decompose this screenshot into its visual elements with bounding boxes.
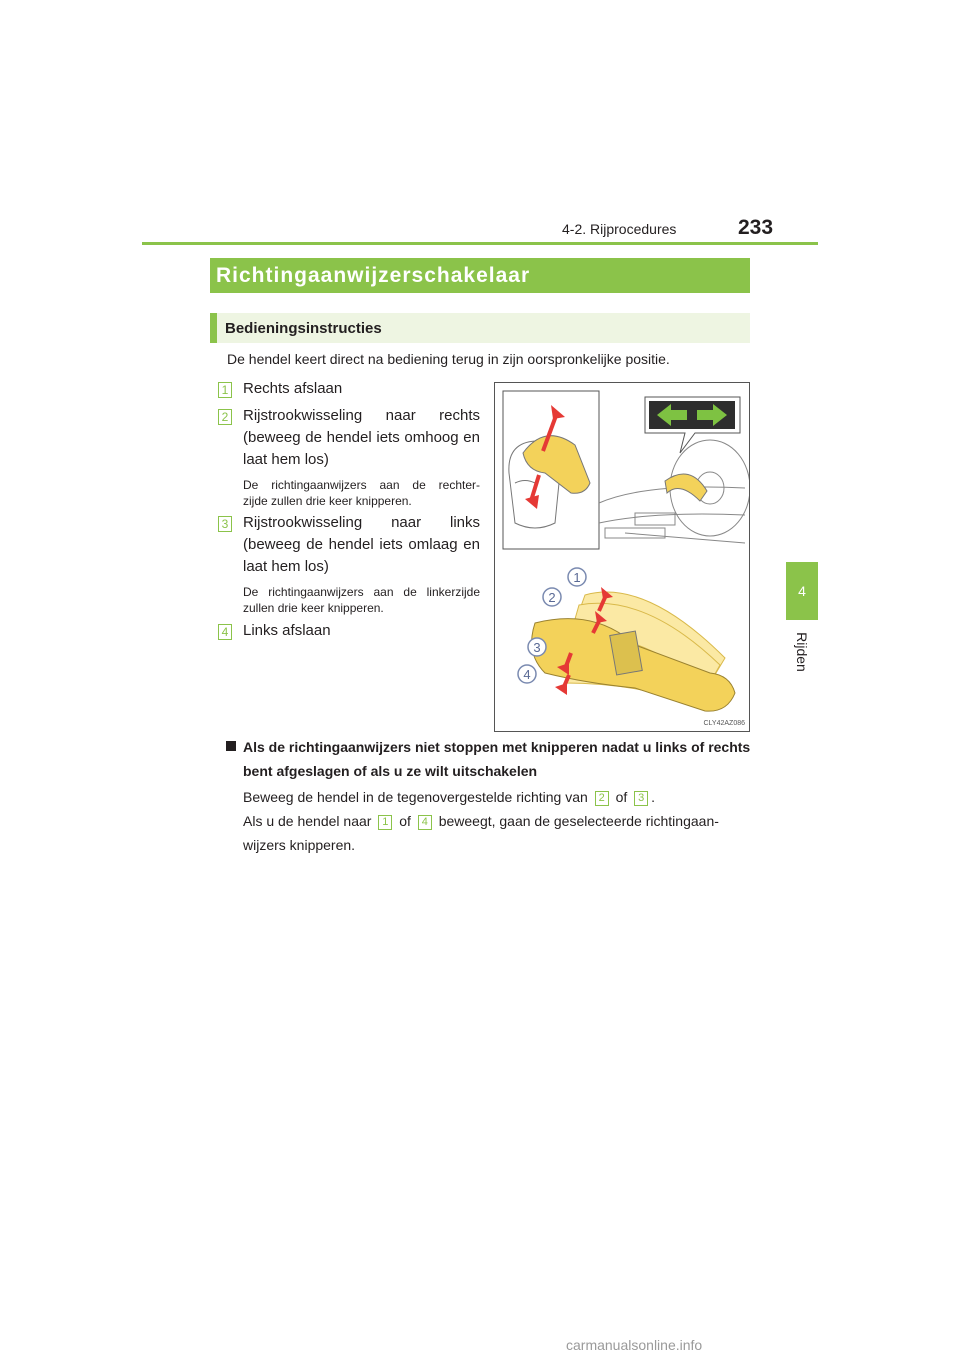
callout-3-label: 3: [533, 640, 541, 655]
inline-number-3: 3: [634, 791, 648, 806]
item-number-4: 4: [218, 624, 232, 640]
item-number-1: 1: [218, 382, 232, 398]
turn-signal-figure: [494, 382, 750, 732]
callout-4-label: 4: [523, 667, 531, 682]
bullet-body: [243, 785, 751, 857]
chapter-number: 4: [798, 583, 806, 599]
inline-number-1: 1: [378, 815, 392, 830]
item-3-line-2: (beweeg de hendel iets omlaag en: [243, 536, 480, 553]
bullet-heading-line-2: bent afgeslagen of als u ze wilt uitschakelen: [243, 763, 538, 779]
inline-number-2: 2: [595, 791, 609, 806]
item-2-note-1: De richtingaanwijzers aan de rechter-: [243, 478, 480, 492]
item-4-text: Links afslaan: [243, 622, 331, 639]
line1-text-a: Beweeg de hendel in de tegenovergestelde richting van: [243, 789, 588, 805]
header-rule: [142, 242, 818, 245]
item-2-line-2: (beweeg de hendel iets omhoog en: [243, 429, 480, 446]
bullet-body-line-2: [243, 809, 751, 833]
bullet-heading-line-1: Als de richtingaanwijzers niet stoppen met knipperen nadat u links of rechts: [243, 739, 751, 755]
lever-highlight-dash: [665, 474, 707, 501]
item-3-line-3: laat hem los): [243, 558, 329, 575]
intro-text: De hendel keert direct na bediening terug in zijn oorspronkelijke positie.: [227, 351, 670, 367]
item-1-text: Rechts afslaan: [243, 380, 343, 397]
line1-text-c: .: [651, 789, 656, 805]
line2-text-a: Als u de hendel naar: [243, 813, 372, 829]
bullet-body-line-1: [243, 785, 751, 809]
line2-text-c: beweegt, gaan de geselecteerde richtingaan-: [438, 813, 719, 829]
bullet-marker: [226, 741, 236, 751]
item-2-line-1: Rijstrookwisseling naar rechts: [243, 407, 480, 424]
line2-text-b: of: [399, 813, 411, 829]
line1-text-b: of: [615, 789, 628, 805]
item-3-line-1: Rijstrookwisseling naar links: [243, 514, 480, 531]
turn-signal-illustration: [495, 383, 749, 731]
callout-1-label: 1: [573, 570, 581, 585]
bullet-heading: [243, 735, 751, 783]
chapter-tab: [786, 562, 818, 620]
item-2-line-3: laat hem los): [243, 451, 329, 468]
inline-number-4: 4: [418, 815, 432, 830]
item-number-3: 3: [218, 516, 232, 532]
subsection-bar: [210, 313, 750, 343]
chapter-label: Rijden: [794, 632, 810, 672]
watermark: carmanualsonline.info: [566, 1337, 703, 1353]
item-number-2: 2: [218, 409, 232, 425]
dashboard-sketch: [599, 440, 749, 543]
section-label: 4-2. Rijprocedures: [562, 221, 677, 237]
figure-code: CLY42AZ086: [703, 720, 745, 727]
page-number: 233: [738, 216, 774, 239]
section-title: Richtingaanwijzerschakelaar: [210, 258, 750, 293]
item-3-note-2: zullen drie keer knipperen.: [243, 601, 384, 615]
callout-2-label: 2: [548, 590, 556, 605]
subsection-title: Bedieningsinstructies: [225, 319, 382, 337]
subsection-accent: [210, 313, 217, 343]
bullet-body-line-3: wijzers knipperen.: [243, 837, 356, 853]
item-2-note-2: zijde zullen drie keer knipperen.: [243, 494, 412, 508]
item-3-note-1: De richtingaanwijzers aan de linkerzijde: [243, 585, 480, 599]
